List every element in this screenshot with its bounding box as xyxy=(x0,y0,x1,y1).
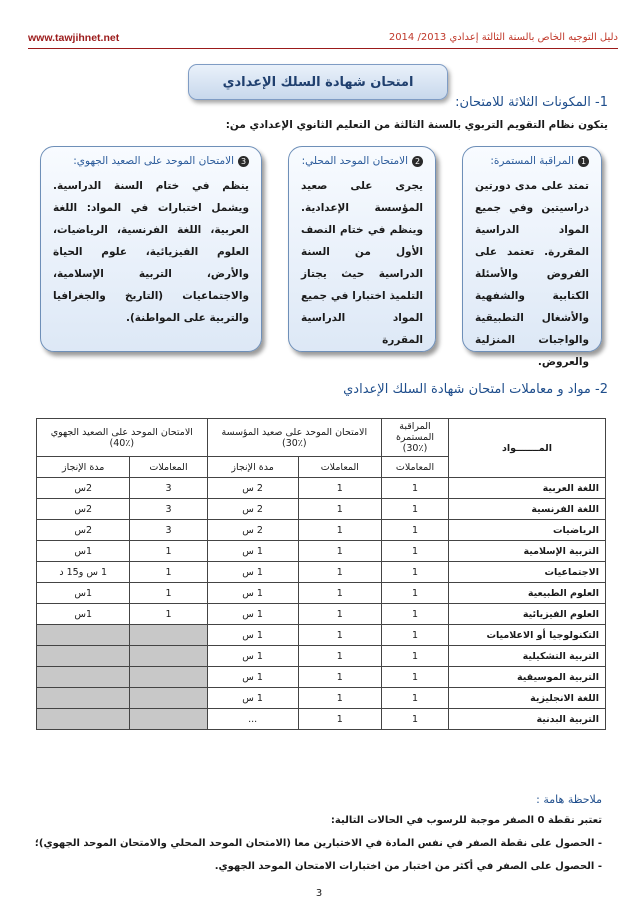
section2-heading: 2- مواد و معاملات امتحان شهادة السلك الإعدادي xyxy=(343,382,608,397)
local-duration-cell: 1 س xyxy=(207,583,298,604)
local-duration-cell: 1 س xyxy=(207,541,298,562)
subject-cell: التربية الإسلامية xyxy=(449,541,606,562)
card-body: تمتد على مدى دورتين دراسيتين وفي جميع المواد الدراسية المقررة. تعتمد على الفروض والأسئلة الكتابية والشفهية والأشغال التطبيقية والواجبات المنزلية والعروض. xyxy=(475,180,589,368)
page-title: امتحان شهادة السلك الإعدادي xyxy=(188,64,448,100)
regional-coef-cell: 1 xyxy=(130,583,207,604)
regional-duration-cell: 1 س و15 د xyxy=(37,562,130,583)
regional-duration-cell: 1س xyxy=(37,583,130,604)
regional-coef-cell xyxy=(130,709,207,730)
local-duration-cell: 2 س xyxy=(207,478,298,499)
cc-coef-cell: 1 xyxy=(382,604,449,625)
regional-duration-cell: 2س xyxy=(37,478,130,499)
regional-duration-cell xyxy=(37,667,130,688)
local-duration-cell: 2 س xyxy=(207,499,298,520)
cc-coef-cell: 1 xyxy=(382,688,449,709)
number-badge-icon: 2 xyxy=(412,156,423,167)
cc-coef-cell: 1 xyxy=(382,583,449,604)
note-line-2: - الحصول على نقطة الصفر في نفس المادة في الاختبارين معا (الامتحان الموحد المحلي والامتحان الموحد الجهوي)؛ xyxy=(34,838,602,849)
local-duration-cell: 1 س xyxy=(207,604,298,625)
cc-coef-cell: 1 xyxy=(382,646,449,667)
subject-cell: الاجتماعيات xyxy=(449,562,606,583)
header-continuous: المراقبة المستمرة (30٪) xyxy=(382,419,449,457)
regional-duration-cell xyxy=(37,625,130,646)
table-row xyxy=(37,520,606,541)
site-url[interactable]: www.tawjihnet.net xyxy=(28,32,120,44)
regional-coef-cell xyxy=(130,667,207,688)
regional-coef-cell xyxy=(130,625,207,646)
regional-coef-cell: 3 xyxy=(130,520,207,541)
cc-coef-cell: 1 xyxy=(382,478,449,499)
table-row xyxy=(37,709,606,730)
subject-cell: العلوم الفيزيائية xyxy=(449,604,606,625)
card-title: 3الامتحان الموحد على الصعيد الجهوي: xyxy=(53,155,249,167)
cc-coef-cell: 1 xyxy=(382,520,449,541)
cc-coef-cell: 1 xyxy=(382,499,449,520)
subject-cell: التربية التشكيلية xyxy=(449,646,606,667)
regional-duration-cell xyxy=(37,646,130,667)
subject-cell: اللغة العربية xyxy=(449,478,606,499)
card-body: ينظم في ختام السنة الدراسية. ويشمل اختبارات في المواد: اللغة العربية، اللغة الفرنسية، الرياضيات، العلوم الفيزيائية، علوم الحياة والأرض، التربية الإسلامية، والاجتماعيات (التاريخ والجغرافيا والتربية على المواطنة). xyxy=(53,180,249,324)
regional-coef-cell xyxy=(130,688,207,709)
local-coef-cell: 1 xyxy=(298,667,381,688)
subject-cell: اللغة الفرنسية xyxy=(449,499,606,520)
number-badge-icon: 1 xyxy=(578,156,589,167)
local-duration-cell: 1 س xyxy=(207,625,298,646)
number-badge-icon: 3 xyxy=(238,156,249,167)
local-coef-cell: 1 xyxy=(298,604,381,625)
regional-duration-cell: 2س xyxy=(37,520,130,541)
table-row xyxy=(37,478,606,499)
subject-cell: العلوم الطبيعية xyxy=(449,583,606,604)
table-row xyxy=(37,604,606,625)
regional-coef-cell: 3 xyxy=(130,499,207,520)
cc-coef-cell: 1 xyxy=(382,562,449,583)
local-coef-cell: 1 xyxy=(298,541,381,562)
local-coef-cell: 1 xyxy=(298,499,381,520)
regional-coef-cell: 1 xyxy=(130,541,207,562)
table-row xyxy=(37,499,606,520)
local-duration-cell: ... xyxy=(207,709,298,730)
table-row xyxy=(37,688,606,709)
table-row xyxy=(37,625,606,646)
note-line-1: تعتبر نقطة 0 الصفر موجبة للرسوب في الحالات التالية: xyxy=(330,815,602,826)
regional-coef-cell: 1 xyxy=(130,604,207,625)
cc-coef-cell: 1 xyxy=(382,709,449,730)
regional-duration-cell: 1س xyxy=(37,604,130,625)
local-duration-cell: 2 س xyxy=(207,520,298,541)
local-duration-cell: 1 س xyxy=(207,667,298,688)
local-duration-cell: 1 س xyxy=(207,562,298,583)
regional-coef-cell: 3 xyxy=(130,478,207,499)
regional-duration-cell: 2س xyxy=(37,499,130,520)
local-coef-cell: 1 xyxy=(298,583,381,604)
local-coef-cell: 1 xyxy=(298,646,381,667)
section1-intro: يتكون نظام التقويم التربوي بالسنة الثالثة من التعليم الثانوي الإعدادي من: xyxy=(225,119,608,131)
local-coef-cell: 1 xyxy=(298,688,381,709)
local-coef-cell: 1 xyxy=(298,625,381,646)
note-line-3: - الحصول على الصفر في أكثر من اختبار من اختبارات الامتحان الموحد الجهوي. xyxy=(214,861,602,872)
card-title: 1المراقبة المستمرة: xyxy=(475,155,589,167)
section1-heading: 1- المكونات الثلاثة للامتحان: xyxy=(455,95,608,110)
coefficients-table xyxy=(36,418,606,730)
subject-cell: التربية البدنية xyxy=(449,709,606,730)
subject-cell: اللغة الانجليزية xyxy=(449,688,606,709)
subheader-coef: المعاملات xyxy=(298,457,381,478)
regional-duration-cell: 1س xyxy=(37,541,130,562)
regional-duration-cell xyxy=(37,709,130,730)
local-duration-cell: 1 س xyxy=(207,646,298,667)
regional-coef-cell: 1 xyxy=(130,562,207,583)
card-regional-exam xyxy=(40,146,262,352)
subject-cell: التكنولوجيا أو الاعلاميات xyxy=(449,625,606,646)
subject-cell: التربية الموسيقية xyxy=(449,667,606,688)
subheader-coef: المعاملات xyxy=(382,457,449,478)
local-coef-cell: 1 xyxy=(298,478,381,499)
table-row xyxy=(37,583,606,604)
cc-coef-cell: 1 xyxy=(382,541,449,562)
header-local: الامتحان الموحد على صعيد المؤسسة (30٪) xyxy=(207,419,381,457)
local-coef-cell: 1 xyxy=(298,562,381,583)
header-subject: المـــــــواد xyxy=(449,419,606,478)
page-header xyxy=(28,32,618,49)
subject-cell: الرياضيات xyxy=(449,520,606,541)
regional-duration-cell xyxy=(37,688,130,709)
cc-coef-cell: 1 xyxy=(382,625,449,646)
local-coef-cell: 1 xyxy=(298,709,381,730)
table-row xyxy=(37,541,606,562)
table-row xyxy=(37,667,606,688)
regional-coef-cell xyxy=(130,646,207,667)
card-local-exam xyxy=(288,146,436,352)
header-regional: الامتحان الموحد على الصعيد الجهوي (40٪) xyxy=(37,419,208,457)
card-title: 2الامتحان الموحد المحلي: xyxy=(301,155,423,167)
card-body: يجرى على صعيد المؤسسة الإعدادية. وينظم في ختام النصف الأول من السنة الدراسية حيث يجتاز التلميذ اختبارا في جميع المواد الدراسية المقررة xyxy=(301,180,423,346)
guide-title: دليل التوجيه الخاص بالسنة الثالثة إعدادي 2013/ 2014 xyxy=(388,32,618,43)
subheader-duration: مدة الإنجاز xyxy=(207,457,298,478)
subheader-coef: المعاملات xyxy=(130,457,207,478)
card-continuous-assessment xyxy=(462,146,602,368)
table-row xyxy=(37,562,606,583)
page-number: 3 xyxy=(315,888,323,899)
note-title: ملاحظة هامة : xyxy=(536,793,602,806)
table-row xyxy=(37,646,606,667)
cc-coef-cell: 1 xyxy=(382,667,449,688)
subheader-duration: مدة الإنجاز xyxy=(37,457,130,478)
local-coef-cell: 1 xyxy=(298,520,381,541)
local-duration-cell: 1 س xyxy=(207,688,298,709)
